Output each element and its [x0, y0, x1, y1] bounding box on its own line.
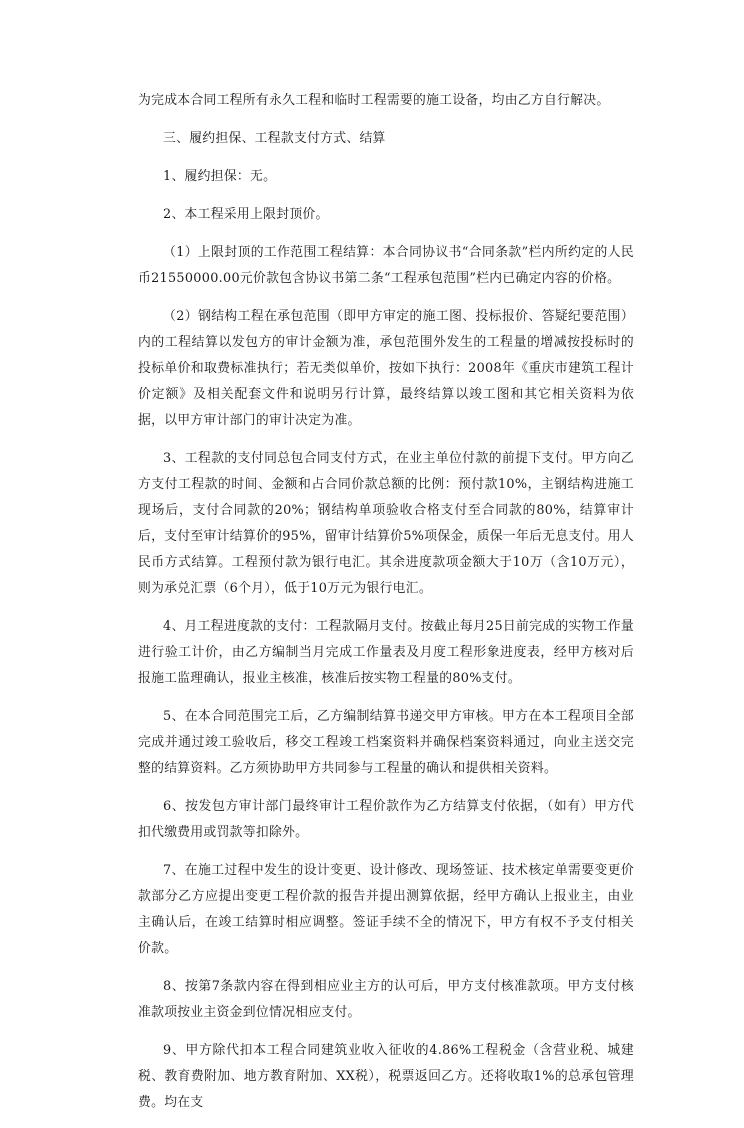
paragraph-steel-structure: （2）钢结构工程在承包范围（即甲方审定的施工图、投标报价、答疑纪要范围）内的工程结算以发包方的审计金额为准，承包范围外发生的工程量的增减按投标时的投标单价和取费标准执行；若无类似单价，按如下执行：2008年《重庆市建筑工程计价定额》及相关配套文件和说明另行计算，最终结算以竣工图和其它相关资料为依据，以甲方审计部门的审计决定为准。: [138, 309, 634, 428]
paragraph-cap-scope: （1）上限封顶的工作范围工程结算：本合同协议书“合同条款”栏内所约定的人民币21550000.00元价款包含协议书第二条“工程承包范围”栏内已确定内容的价格。: [138, 245, 634, 286]
paragraph-audit-basis: 6、按发包方审计部门最终审计工程价款作为乙方结算支付依据，（如有）甲方代扣代缴费用或罚款等扣除外。: [138, 799, 634, 840]
paragraph-settlement: 5、在本合同范围完工后，乙方编制结算书递交甲方审核。甲方在本工程项目全部完成并通过竣工验收后，移交工程竣工档案资料并确保档案资料通过，向业主送交完整的结算资料。乙方须协助甲方共同参与工程量的确认和提供相关资料。: [138, 709, 634, 776]
section-heading-3: 三、履约担保、工程款支付方式、结算: [163, 131, 386, 146]
paragraph-payment-method: 3、工程款的支付同总包合同支付方式，在业主单位付款的前提下支付。甲方向乙方支付工程款的时间、金额和占合同价款总额的比例：预付款10%，主钢结构进施工现场后，支付合同款的20%；钢结构单项验收合格支付至合同款的80%，结算审计后，支付至审计结算价的95%，留审计结算价5%项保金，质保一年后无息支付。用人民币方式结算。工程预付款为银行电汇。其余进度款项金额大于10万（含10万元），则为承兑汇票（6个月），低于10万元为银行电汇。: [138, 451, 634, 596]
paragraph-design-change: 7、在施工过程中发生的设计变更、设计修改、现场签证、技术核定单需要变更价款部分乙方应提出变更工程价款的报告并提出测算依据，经甲方确认上报业主，由业主确认后，在竣工结算时相应调整。签证手续不全的情况下，甲方有权不予支付相关价款。: [138, 863, 634, 956]
paragraph-price-cap: 2、本工程采用上限封顶价。: [163, 207, 329, 222]
paragraph-equipment: 为完成本合同工程所有永久工程和临时工程需要的施工设备，均由乙方自行解决。: [138, 93, 610, 108]
paragraph-monthly-progress: 4、月工程进度款的支付：工程款隔月支付。按截止每月25日前完成的实物工作量进行验工计价，由乙方编制当月完成工作量表及月度工程形象进度表，经甲方核对后报施工监理确认，报业主核准，核准后按实物工程量的80%支付。: [138, 619, 634, 686]
document-body: [138, 88, 634, 1128]
paragraph-performance-bond: 1、履约担保：无。: [163, 169, 277, 184]
paragraph-approved-payment: 8、按第7条款内容在得到相应业主方的认可后，甲方支付核准款项。甲方支付核准款项按业主资金到位情况相应支付。: [138, 979, 634, 1020]
paragraph-tax-withholding: 9、甲方除代扣本工程合同建筑业收入征收的4.86%工程税金（含营业税、城建税、教育费附加、地方教育附加、XX税），税票返回乙方。还将收取1%的总承包管理费。均在支: [138, 1043, 634, 1110]
